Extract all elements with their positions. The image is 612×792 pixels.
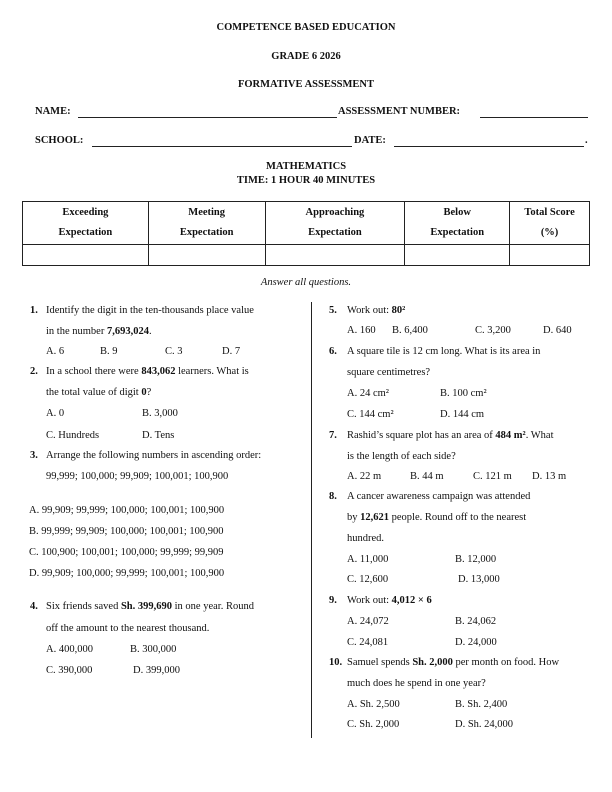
option-b[interactable]: B. 12,000 (455, 554, 497, 565)
option-c[interactable]: C. 144 cm² (347, 409, 394, 420)
question-text: Six friends saved Sh. 399,690 in one year. Round (46, 601, 254, 612)
option-d[interactable]: D. Sh. 24,000 (455, 719, 514, 730)
question-number: 8. (329, 491, 337, 502)
column-divider (311, 302, 312, 738)
option-a[interactable]: A. 11,000 (347, 554, 389, 565)
option-b[interactable]: B. Sh. 2,400 (455, 699, 508, 710)
option-b[interactable]: B. 44 m (410, 471, 444, 482)
option-b[interactable]: B. 3,000 (142, 408, 178, 419)
option-c[interactable]: C. 100,900; 100,001; 100,000; 99,999; 99,909 (29, 547, 224, 558)
header-assessment: FORMATIVE ASSESSMENT (237, 79, 375, 90)
option-c[interactable]: C. 24,081 (347, 637, 389, 648)
option-a[interactable]: A. 400,000 (46, 644, 93, 655)
question-number: 7. (329, 430, 337, 441)
question-number: 6. (329, 346, 337, 357)
question-text: Samuel spends Sh. 2,000 per month on food. How (347, 657, 560, 668)
option-b[interactable]: B. 99,999; 99,909; 100,000; 100,001; 100,900 (29, 526, 224, 537)
question-text: A cancer awareness campaign was attended (347, 491, 531, 502)
option-b[interactable]: B. 6,400 (392, 325, 428, 336)
score-cell[interactable] (405, 245, 510, 266)
school-label: SCHOOL: (35, 135, 84, 146)
date-field[interactable] (394, 146, 584, 147)
school-field[interactable] (92, 146, 352, 147)
option-b[interactable]: B. 9 (100, 346, 118, 357)
option-d[interactable]: D. 13,000 (458, 574, 500, 585)
question-text: Work out: 80² (347, 305, 406, 316)
name-label: NAME: (35, 106, 71, 117)
option-c[interactable]: C. 3,200 (475, 325, 511, 336)
option-d[interactable]: D. 13 m (532, 471, 567, 482)
option-c[interactable]: C. 121 m (473, 471, 512, 482)
date-label: DATE: (354, 135, 386, 146)
question-text: is the length of each side? (347, 451, 456, 462)
rubric-meeting: Meeting Expectation (148, 202, 265, 245)
option-a[interactable]: A. 99,909; 99,999; 100,000; 100,001; 100,900 (29, 505, 225, 516)
option-a[interactable]: A. 22 m (347, 471, 382, 482)
question-number: 2. (30, 366, 38, 377)
question-text: 99,999; 100,000; 99,909; 100,001; 100,900 (46, 471, 229, 482)
question-text: by 12,621 people. Round off to the nearest (347, 512, 527, 523)
rubric-below: Below Expectation (405, 202, 510, 245)
question-text: Work out: 4,012 × 6 (347, 595, 432, 606)
header-line1: COMPETENCE BASED EDUCATION (216, 22, 396, 33)
option-b[interactable]: B. 300,000 (130, 644, 177, 655)
question-text: off the amount to the nearest thousand. (46, 623, 210, 634)
header-grade: GRADE 6 2026 (271, 51, 341, 62)
question-text: much does he spend in one year? (347, 678, 486, 689)
question-number: 3. (30, 450, 38, 461)
assessment-number-label: ASSESSMENT NUMBER: (338, 106, 461, 117)
option-d[interactable]: D. 640 (543, 325, 572, 336)
option-c[interactable]: C. 12,600 (347, 574, 389, 585)
score-rubric-table (22, 201, 590, 266)
score-cell[interactable] (23, 245, 149, 266)
option-c[interactable]: C. 390,000 (46, 665, 93, 676)
question-text: Rashid’s square plot has an area of 484 m². What (347, 430, 554, 441)
question-number: 9. (329, 595, 337, 606)
option-a[interactable]: A. 6 (46, 346, 65, 357)
question-text: square centimetres? (347, 367, 431, 378)
option-d[interactable]: D. 399,000 (133, 665, 180, 676)
option-c[interactable]: C. Hundreds (46, 430, 100, 441)
question-text: hundred. (347, 533, 385, 544)
rubric-total-score: Total Score (%) (510, 202, 590, 245)
rubric-exceeding: Exceeding Expectation (23, 202, 149, 245)
option-b[interactable]: B. 100 cm² (440, 388, 487, 399)
question-number: 4. (30, 601, 38, 612)
option-c[interactable]: C. Sh. 2,000 (347, 719, 400, 730)
option-a[interactable]: A. 24 cm² (347, 388, 389, 399)
question-text: Arrange the following numbers in ascending order: (46, 450, 262, 461)
option-b[interactable]: B. 24,062 (455, 616, 497, 627)
option-d[interactable]: D. 99,909; 100,000; 99,999; 100,001; 100,900 (29, 568, 225, 579)
time-allowed: TIME: 1 HOUR 40 MINUTES (236, 175, 376, 186)
score-cell[interactable] (510, 245, 590, 266)
option-c[interactable]: C. 3 (165, 346, 183, 357)
option-d[interactable]: D. 24,000 (455, 637, 497, 648)
instruction: Answer all questions. (260, 277, 352, 288)
date-end: . (585, 135, 588, 146)
option-a[interactable]: A. 160 (347, 325, 376, 336)
question-number: 5. (329, 305, 337, 316)
option-d[interactable]: D. 144 cm (440, 409, 485, 420)
question-number: 1. (30, 305, 38, 316)
rubric-approaching: Approaching Expectation (265, 202, 405, 245)
name-field[interactable] (78, 117, 337, 118)
subject-title: MATHEMATICS (265, 161, 347, 172)
option-d[interactable]: D. Tens (142, 430, 175, 441)
question-text: Identify the digit in the ten-thousands place value (46, 305, 254, 316)
question-text: in the number 7,693,024. (46, 326, 152, 337)
option-a[interactable]: A. Sh. 2,500 (347, 699, 400, 710)
question-text: A square tile is 12 cm long. What is its area in (347, 346, 541, 357)
score-cell[interactable] (265, 245, 405, 266)
option-a[interactable]: A. 0 (46, 408, 65, 419)
question-text: In a school there were 843,062 learners. What is (46, 366, 249, 377)
score-cell[interactable] (148, 245, 265, 266)
assessment-number-field[interactable] (480, 117, 588, 118)
question-number: 10. (329, 657, 343, 668)
question-text: the total value of digit 0? (46, 387, 152, 398)
option-a[interactable]: A. 24,072 (347, 616, 389, 627)
option-d[interactable]: D. 7 (222, 346, 241, 357)
